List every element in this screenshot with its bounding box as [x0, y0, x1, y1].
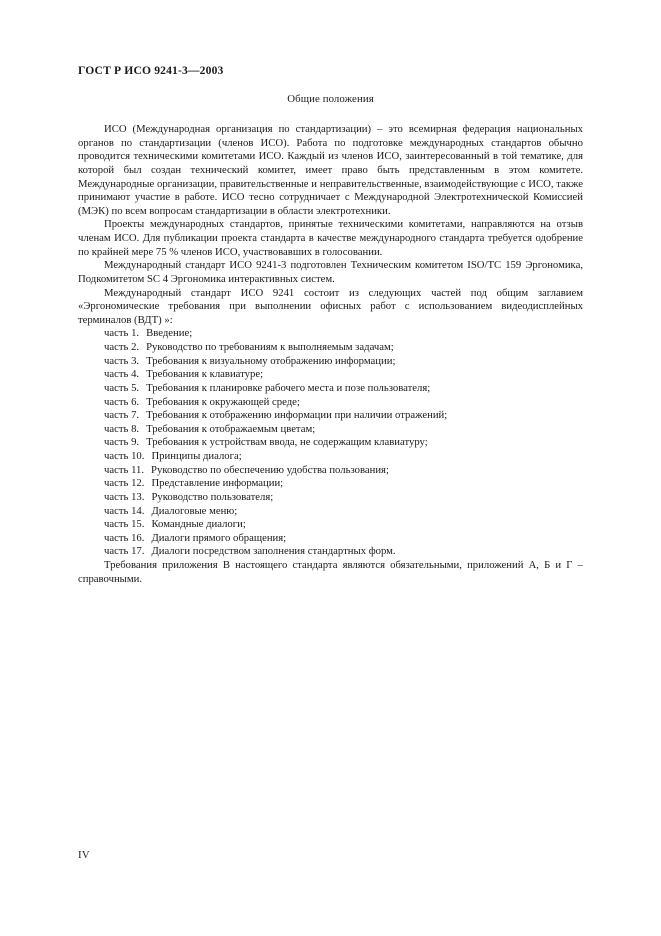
parts-list-item [78, 341, 583, 355]
parts-list-item-label: часть 6. [104, 395, 140, 408]
paragraph-annex-requirements: Требования приложения В настоящего стандарта являются обязательными, приложений А, Б и Г – справочными. [78, 559, 583, 585]
parts-list-item-title: Требования к устройствам ввода, не содержащим клавиатуру; [146, 436, 428, 449]
parts-list-item-title: Представление информации; [151, 477, 284, 490]
parts-list-item-label: часть 17. [104, 545, 145, 558]
parts-list-item-label: часть 4. [104, 368, 140, 381]
parts-list-item-title: Командные диалоги; [151, 518, 246, 531]
parts-list-item [78, 532, 583, 546]
parts-list-item-title: Принципы диалога; [151, 450, 242, 462]
parts-list-item-label: часть 13. [104, 490, 145, 503]
parts-list-item-label: часть 12. [104, 477, 145, 490]
parts-list-item [78, 464, 583, 478]
parts-list-item-title: Требования к отображению информации при наличии отражений; [146, 409, 448, 422]
parts-list-item [78, 368, 583, 382]
parts-list-item-title: Введение; [146, 327, 193, 340]
parts-list-item-title: Требования к визуальному отображению информации; [146, 354, 396, 367]
parts-list-item-label: часть 9. [104, 436, 140, 449]
parts-list-item-label: часть 15. [104, 518, 145, 531]
page-number: IV [78, 849, 90, 861]
parts-list-item-title: Требования к отображаемым цветам; [146, 422, 316, 435]
paragraph-draft-standards: Проекты международных стандартов, принятые техническими комитетами, направляются на отзыв членам ИСО. Для публикации проекта стандарта в качестве международного стандарта требуется одобрение по крайней мере 75 % членов ИСО, участвовавших в голосовании. [78, 218, 583, 258]
parts-list-item [78, 355, 583, 369]
running-header-standard-reference: ГОСТ Р ИСО 9241-3—2003 [78, 64, 224, 77]
parts-list-item-title: Руководство по обеспечению удобства пользования; [151, 463, 389, 476]
parts-list-item-label: часть 16. [104, 531, 145, 544]
parts-list-item-label: часть 7. [104, 409, 140, 422]
paragraph-parts-intro: Международный стандарт ИСО 9241 состоит из следующих частей под общим заглавием «Эргономические требования при выполнении офисных работ с использованием видеодисплейных терминалов (ВДТ) »: [78, 286, 583, 326]
parts-list-item [78, 545, 583, 559]
parts-list-item [78, 327, 583, 341]
parts-list-item-label: часть 14. [104, 504, 145, 517]
parts-list-item [78, 505, 583, 519]
parts-list-item-title: Требования к планировке рабочего места и позе пользователя; [146, 381, 431, 394]
paragraph-prepared-by-tc: Международный стандарт ИСО 9241-3 подготовлен Техническим комитетом ISO/TC 159 Эргономика, Подкомитетом SC 4 Эргономика интерактивных систем. [78, 259, 583, 285]
parts-list-item-title: Руководство пользователя; [151, 490, 274, 503]
parts-list-item [78, 477, 583, 491]
parts-list-item-label: часть 11. [104, 463, 145, 476]
main-text-column [78, 123, 583, 586]
parts-list-item-title: Диалоговые меню; [151, 504, 238, 517]
parts-list-item-title: Требования к окружающей среде; [146, 395, 300, 408]
parts-list-item-label: часть 5. [104, 381, 140, 394]
parts-list-item-label: часть 1. [104, 327, 140, 340]
parts-list-item-label: часть 2. [104, 341, 140, 353]
parts-list-item-label: часть 3. [104, 354, 140, 367]
parts-list-item [78, 409, 583, 423]
parts-list-item [78, 436, 583, 450]
parts-list-item [78, 382, 583, 396]
parts-list-item [78, 396, 583, 410]
parts-list-item-label: часть 10. [104, 450, 145, 462]
parts-list-item-title: Диалоги посредством заполнения стандартных форм. [151, 545, 396, 558]
parts-list-item [78, 518, 583, 532]
parts-list-item-title: Руководство по требованиям к выполняемым задачам; [146, 341, 394, 353]
section-title: Общие положения [287, 93, 374, 105]
parts-list-item [78, 450, 583, 464]
paragraph-iso-description: ИСО (Международная организация по стандартизации) – это всемирная федерация национальных органов по стандартизации (членов ИСО). Работа по подготовке международных стандартов обычно проводится техническими комитетами ИСО. Каждый из членов ИСО, заинтересованный в той тематике, для которой был создан технический комитет, имеет право быть представленным в этом комитете. Международные организации, правительственные и неправительственные, взаимодействующие с ИСО, также принимают участие в работе. ИСО тесно сотрудничает с Международной Электротехнической Комиссией (МЭК) по всем вопросам стандартизации в области электротехники. [78, 123, 583, 217]
parts-list-item [78, 423, 583, 437]
parts-list-item-title: Диалоги прямого обращения; [151, 531, 287, 544]
parts-list [78, 327, 583, 559]
parts-list-item-title: Требования к клавиатуре; [146, 368, 264, 381]
parts-list-item [78, 491, 583, 505]
parts-list-item-label: часть 8. [104, 422, 140, 435]
